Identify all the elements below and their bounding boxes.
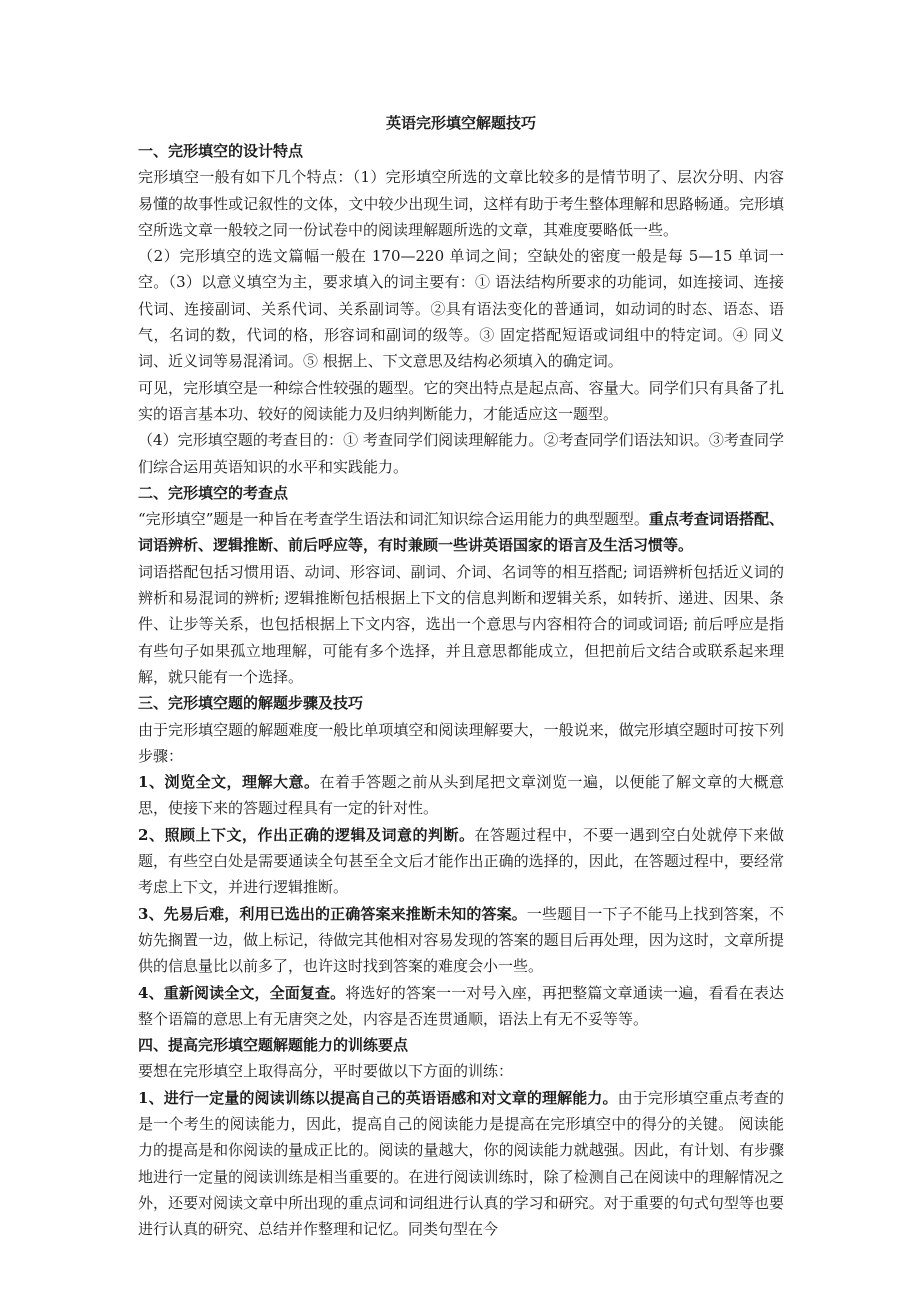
text-emphasis: 重点考查词语搭配、词语辨析、逻辑推断、前后呼应等，有时兼顾一些讲英语国家的语言及生活习惯等。 [138, 510, 784, 555]
step-paragraph [138, 901, 784, 980]
step-title: 3、先易后难，利用已选出的正确答案来推断未知的答案。 [138, 904, 527, 923]
paragraph [138, 506, 784, 559]
paragraph: 完形填空一般有如下几个特点：（1）完形填空所选的文章比较多的是情节明了、层次分明、内容易懂的故事性或记叙性的文体，文中较少出现生词，这样有助于考生整体理解和思路畅通。完形填空所选文章一般较之同一份试卷中的阅读理解题所选的文章，其难度要略低一些。 [138, 168, 784, 239]
paragraph: 词语搭配包括习惯用语、动词、形容词、副词、介词、名词等的相互搭配; 词语辨析包括近义词的辨析和易混词的辨析; 逻辑推断包括根据上下文的信息判断和逻辑关系，如转折、递进、因果、条件、让步等关系，也包括根据上下文内容，选出一个意思与内容相符合的词或词语; 前后呼应是指有些句子如果孤立地理解，可能有多个选择，并且意思都能成立，但把前后文结合或联系起来理解，就只能有一个选择。 [138, 562, 784, 686]
paragraph: 要想在完形填空上取得高分，平时要做以下方面的训练： [138, 1062, 514, 1081]
paragraph: （4）完形填空题的考查目的：① 考查同学们阅读理解能力。②考查同学们语法知识。③考查同学们综合运用英语知识的水平和实践能力。 [138, 431, 784, 476]
section-heading-2: 二、完形填空的考查点 [138, 483, 289, 502]
paragraph: 由于完形填空题的解题难度一般比单项填空和阅读理解要大，一般说来，做完形填空题时可按下列步骤： [138, 720, 784, 765]
step-paragraph [138, 822, 784, 901]
section-heading-4: 四、提高完形填空题解题能力的训练要点 [138, 1036, 409, 1055]
step-paragraph [138, 769, 784, 822]
section-heading-1: 一、完形填空的设计特点 [138, 142, 304, 160]
paragraph: （2）完形填空的选文篇幅一般在 170—220 单词之间；空缺处的密度一般是每 5—15 单词一空。（3）以意义填空为主，要求填入的词主要有：① 语法结构所要求的功能词，如连接词、连接代词、连接副词、关系代词、关系副词等。②具有语法变化的普通词，如动词的时态、语态、语气，名词的数，代词的格，形容词和副词的级等。③ 固定搭配短语或词组中的特定词。④ 同义词、近义词等易混淆词。⑤ 根据上、下文意思及结构必须填入的确定词。 [138, 247, 784, 371]
step-text: 一些题目一下子不能马上找到答案，不妨先搁置一边，做上标记，待做完其他相对容易发现的答案的题目后再处理，因为这时，文章所提供的信息量比以前多了，也许这时找到答案的难度会小一些。 [138, 904, 784, 976]
document-page [138, 110, 784, 1242]
step-paragraph [138, 980, 784, 1033]
section-heading-3: 三、完形填空题的解题步骤及技巧 [138, 694, 364, 713]
text-plain: “完形填空”题是一种旨在考查学生语法和词汇知识综合运用能力的典型题型。 [138, 510, 649, 529]
step-title: 4、重新阅读全文，全面复查。 [138, 983, 346, 1002]
step-title: 2、照顾上下文，作出正确的逻辑及词意的判断。 [138, 825, 475, 844]
step-text: 将选好的答案一一对号入座，再把整篇文章通读一遍，看看在表达整个语篇的意思上有无唐突之处，内容是否连贯通顺，语法上有无不妥等等。 [138, 983, 784, 1028]
step-title: 1、浏览全文，理解大意。 [138, 773, 320, 792]
step-paragraph [138, 1085, 784, 1243]
paragraph: 可见，完形填空是一种综合性较强的题型。它的突出特点是起点高、容量大。同学们只有具备了扎实的语言基本功、较好的阅读能力及归纳判断能力，才能适应这一题型。 [138, 378, 784, 423]
step-text: 在答题过程中，不要一遇到空白处就停下来做题，有些空白处是需要通读全句甚至全文后才能作出正确的选择的，因此，在答题过程中，要经常考虑上下文，并进行逻辑推断。 [138, 825, 784, 897]
step-text: 在着手答题之前从头到尾把文章浏览一遍，以便能了解文章的大概意思，使接下来的答题过程具有一定的针对性。 [138, 773, 784, 818]
step-title: 1、进行一定量的阅读训练以提高自己的英语语感和对文章的理解能力。 [138, 1088, 618, 1107]
document-title: 英语完形填空解题技巧 [385, 114, 536, 132]
step-text: 由于完形填空重点考查的是一个考生的阅读能力，因此，提高自己的阅读能力是提高在完形填空中的得分的关键。 阅读能力的提高是和你阅读的量成正比的。阅读的量越大，你的阅读能力就越强。因此，有计划、有步骤地进行一定量的阅读训练是相当重要的。在进行阅读训练时，除了检测自己在阅读中的理解情况之外，还要对阅读文章中所出现的重点词和词组进行认真的学习和研究。对于重要的句式句型等也要进行认真的研究、总结并作整理和记忆。同类句型在今 [138, 1088, 784, 1239]
